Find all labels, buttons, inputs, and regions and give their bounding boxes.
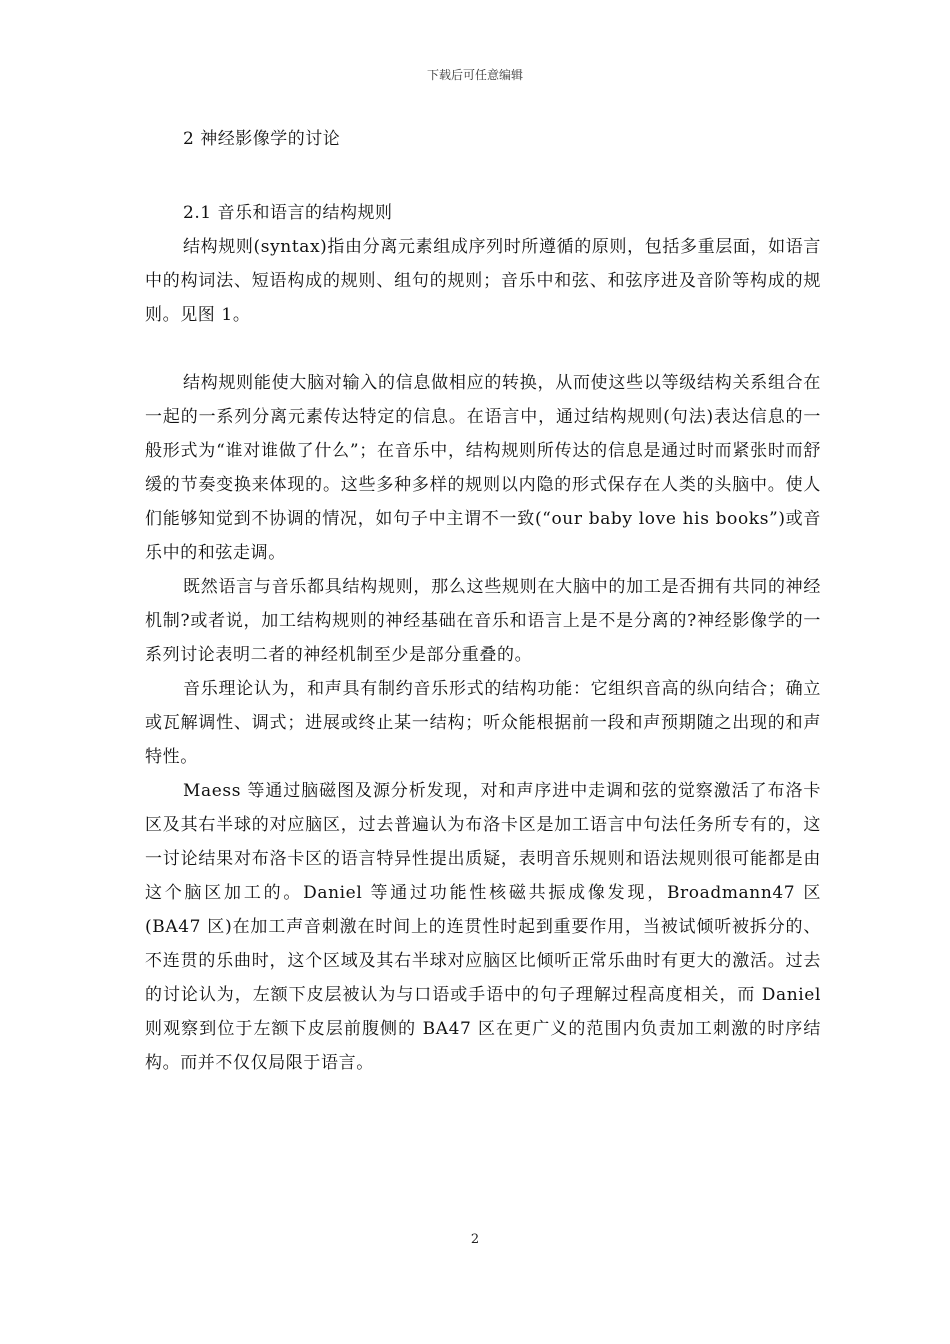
paragraph: 结构规则(syntax)指由分离元素组成序列时所遵循的原则，包括多重层面，如语言中的构词法、短语构成的规则、组句的规则；音乐中和弦、和弦序进及音阶等构成的规则。见图 1。 bbox=[145, 237, 821, 325]
paragraph: 结构规则能使大脑对输入的信息做相应的转换，从而使这些以等级结构关系组合在一起的一系列分离元素传达特定的信息。在语言中，通过结构规则(句法)表达信息的一般形式为“谁对谁做了什么”；在音乐中，结构规则所传达的信息是通过时而紧张时而舒缓的节奏变换来体现的。这些多种多样的规则以内隐的形式保存在人类的头脑中。使人们能够知觉到不协调的情况，如句子中主谓不一致(“our baby love his books”)或音乐中的和弦走调。 bbox=[145, 373, 821, 563]
section-title: 2 神经影像学的讨论 bbox=[183, 129, 341, 149]
subsection-title: 2.1 音乐和语言的结构规则 bbox=[183, 203, 393, 223]
paragraph: Maess 等通过脑磁图及源分析发现，对和声序进中走调和弦的觉察激活了布洛卡区及其右半球的对应脑区，过去普遍认为布洛卡区是加工语言中句法任务所专有的，这一讨论结果对布洛卡区的语言特异性提出质疑，表明音乐规则和语法规则很可能都是由这个脑区加工的。Daniel 等通过功能性核磁共振成像发现，Broadmann47 区(BA47 区)在加工声音刺激在时间上的连贯性时起到重要作用，当被试倾听被拆分的、不连贯的乐曲时，这个区域及其右半球对应脑区比倾听正常乐曲时有更大的激活。过去的讨论认为，左额下皮层被认为与口语或手语中的句子理解过程高度相关，而 Daniel 则观察到位于左额下皮层前腹侧的 BA47 区在更广义的范围内负责加工刺激的时序结构。而并不仅仅局限于语言。 bbox=[145, 781, 821, 1073]
paragraph: 音乐理论认为，和声具有制约音乐形式的结构功能：它组织音高的纵向结合；确立或瓦解调性、调式；进展或终止某一结构；听众能根据前一段和声预期随之出现的和声特性。 bbox=[145, 679, 821, 767]
page-header: 下载后可任意编辑 bbox=[426, 68, 523, 82]
paragraph-gap bbox=[145, 332, 821, 366]
body-text bbox=[145, 230, 821, 1080]
page-number: 2 bbox=[470, 1232, 480, 1247]
paragraph: 既然语言与音乐都具结构规则，那么这些规则在大脑中的加工是否拥有共同的神经机制?或者说，加工结构规则的神经基础在音乐和语言上是不是分离的?神经影像学的一系列讨论表明二者的神经机制至少是部分重叠的。 bbox=[145, 577, 821, 665]
